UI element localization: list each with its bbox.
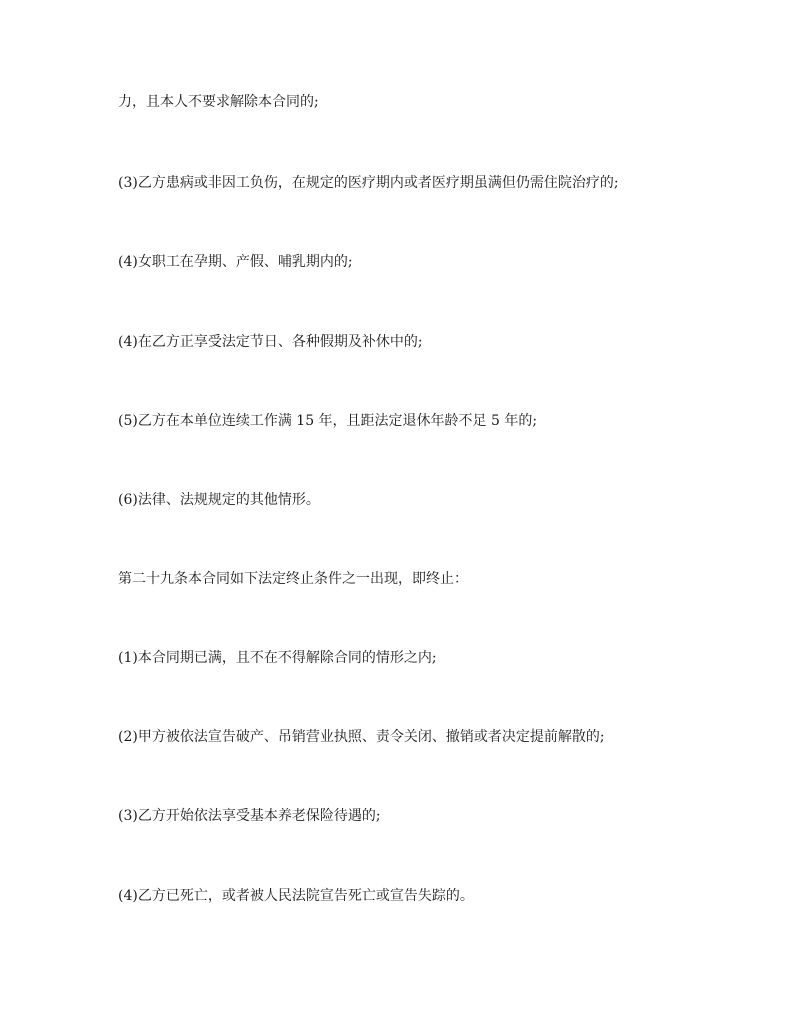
- list-item-3-illness: (3)乙方患病或非因工负伤，在规定的医疗期内或者医疗期虽满但仍需住院治疗的;: [118, 175, 619, 191]
- list-item-5-tenure: (5)乙方在本单位连续工作满 15 年，且距法定退休年龄不足 5 年的;: [118, 413, 538, 429]
- list-item-4-death: (4)乙方已死亡，或者被人民法院宣告死亡或宣告失踪的。: [118, 888, 474, 904]
- paragraph-continuation: 力，且本人不要求解除本合同的;: [118, 94, 319, 110]
- list-item-1-expired: (1)本合同期已满，且不在不得解除合同的情形之内;: [118, 650, 437, 666]
- list-item-3-pension: (3)乙方开始依法享受基本养老保险待遇的;: [118, 808, 381, 824]
- list-item-4-holidays: (4)在乙方正享受法定节日、各种假期及补休中的;: [118, 334, 423, 350]
- list-item-4-pregnancy: (4)女职工在孕期、产假、哺乳期内的;: [118, 254, 353, 270]
- list-item-6-other: (6)法律、法规规定的其他情形。: [118, 492, 320, 508]
- article-29-heading: 第二十九条本合同如下法定终止条件之一出现，即终止：: [118, 571, 468, 587]
- list-item-2-bankruptcy: (2)甲方被依法宣告破产、吊销营业执照、责令关闭、撤销或者决定提前解散的;: [118, 729, 605, 745]
